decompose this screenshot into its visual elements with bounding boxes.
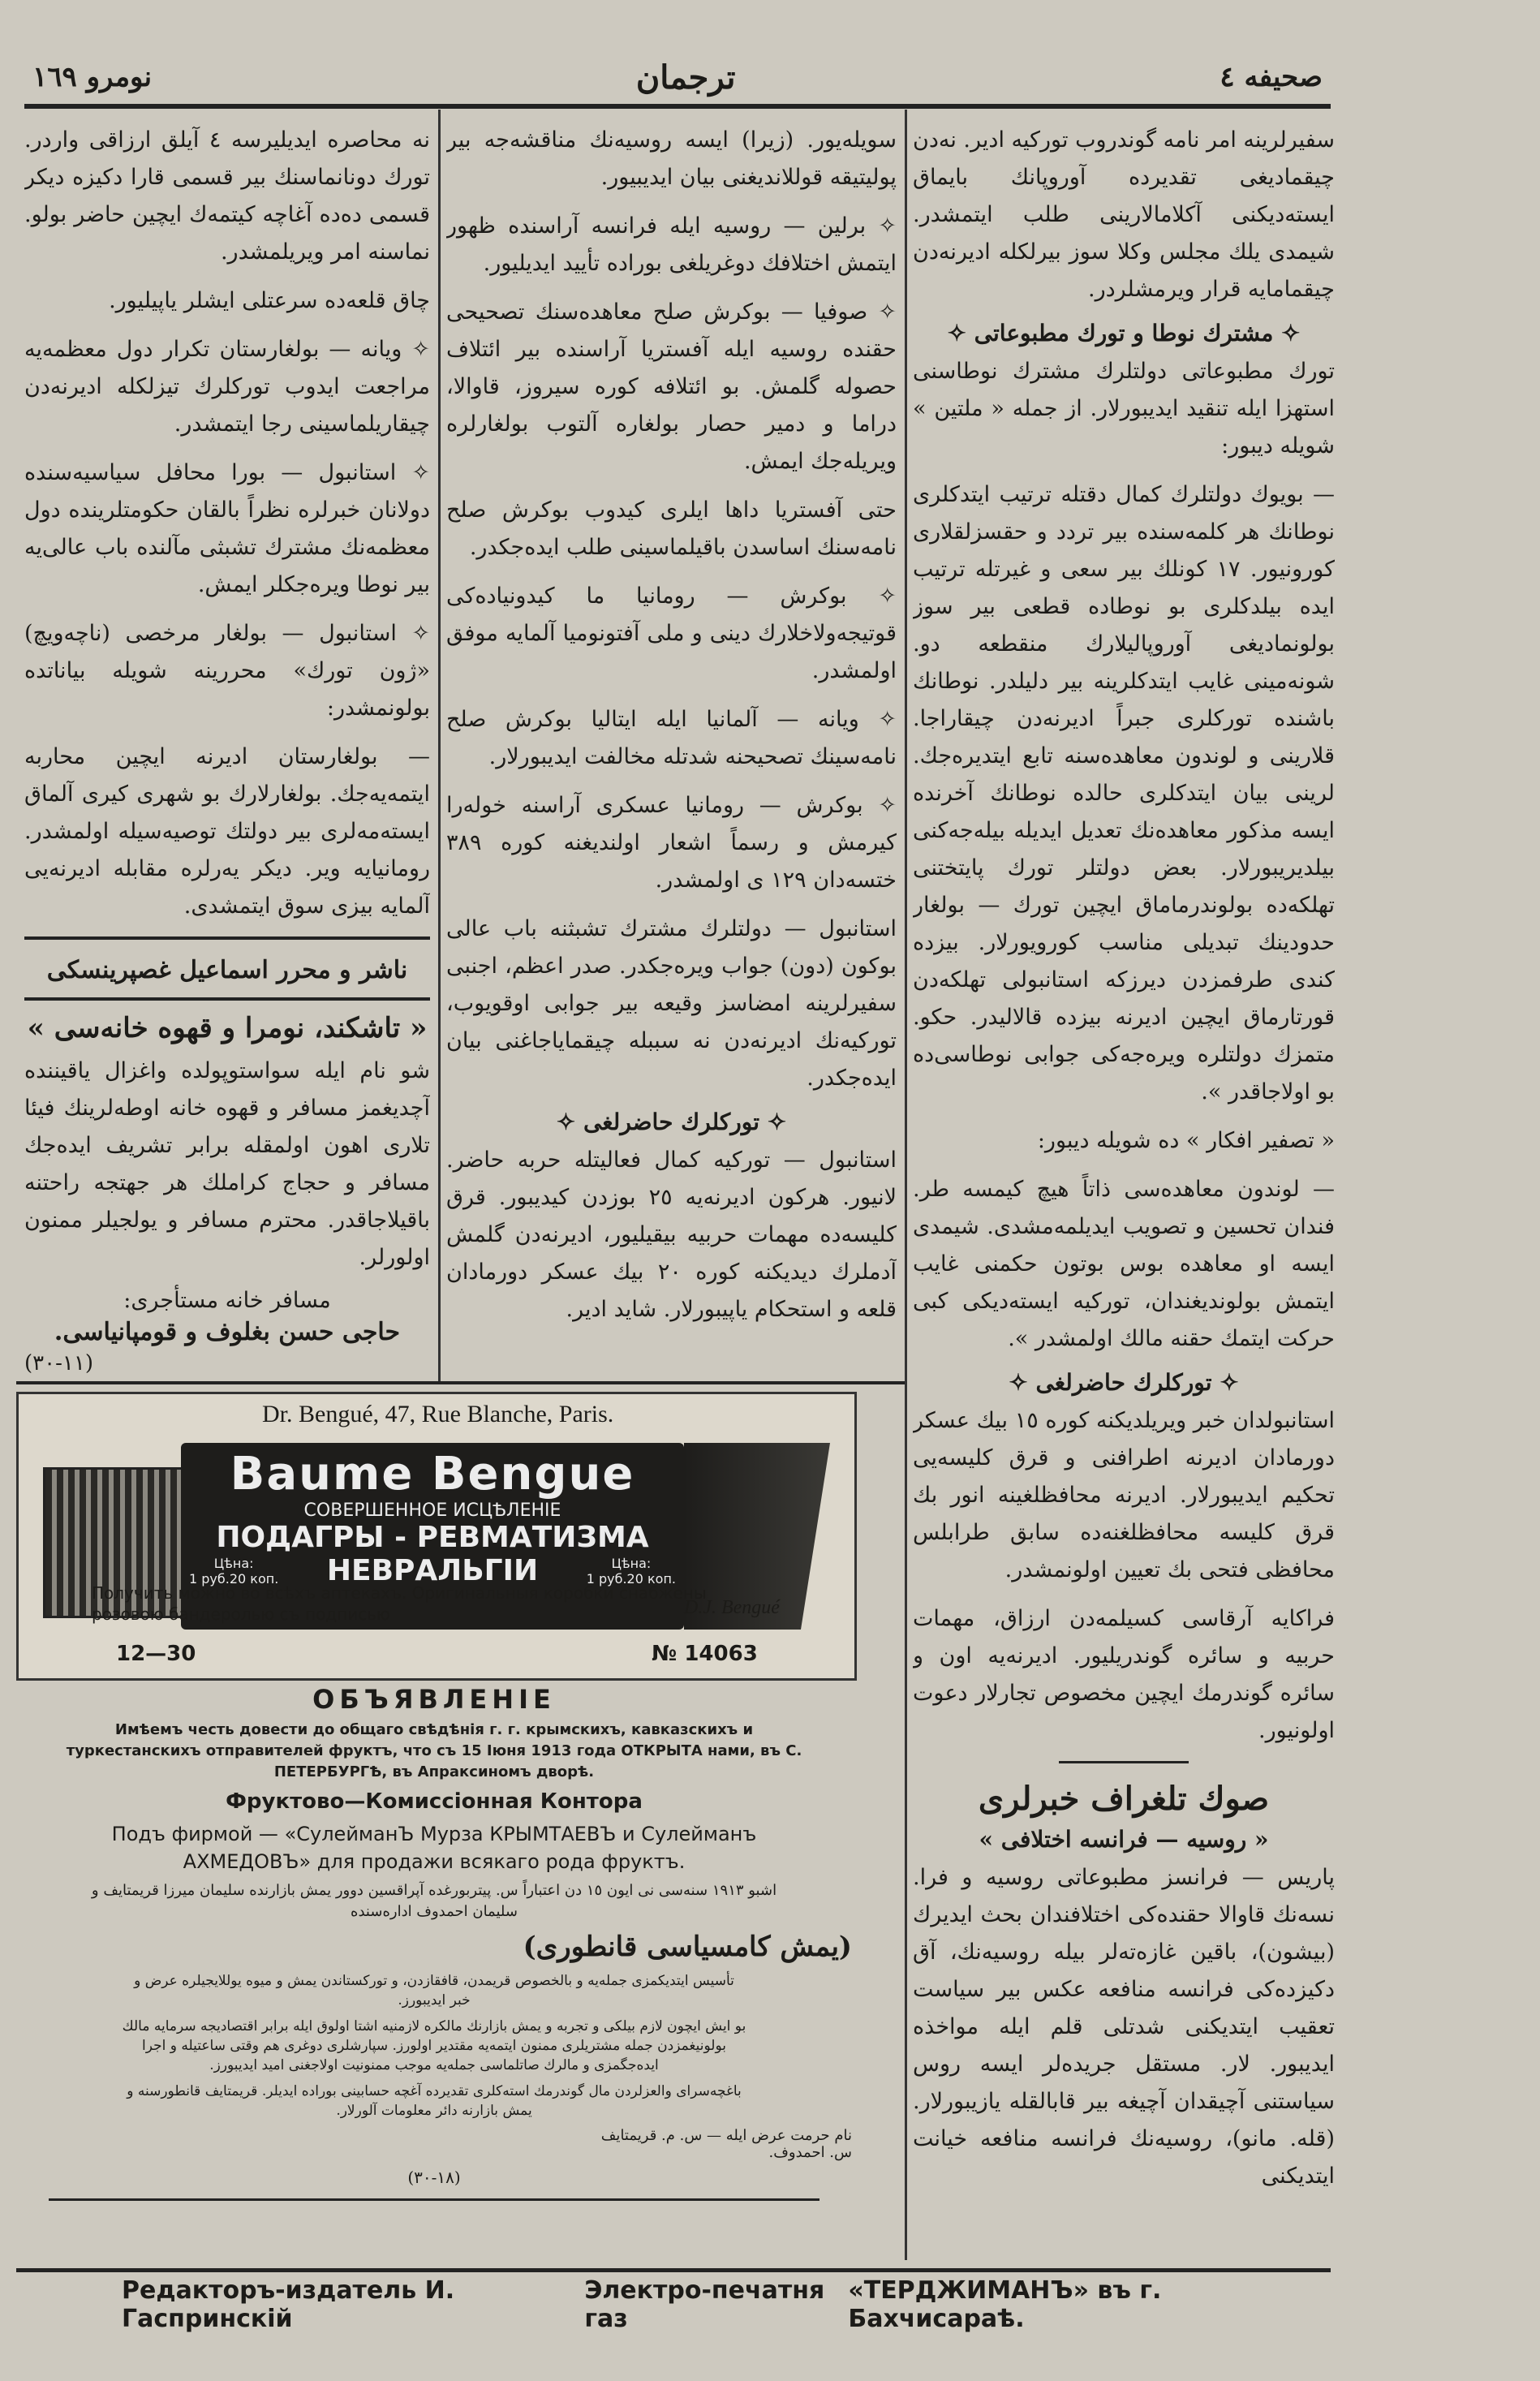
ad-code-left: 12—30 <box>116 1642 196 1666</box>
middle-column <box>446 122 897 1376</box>
subheading: ✧ مشترك نوطا و تورك مطبوعاتی ✧ <box>947 320 1301 347</box>
notice-code: (١٨-٣٠) <box>407 2168 461 2187</box>
page-number: صحیفه ٤ <box>1220 61 1323 93</box>
ad-signature: D.J. Bengué <box>684 1597 780 1618</box>
paragraph: ✧ بوكرش — رومانیا عسكری آراسنه خوله‌را كیرمش و رسماً اشعار اولندیغنه كوره ٣٨٩ ختسه‌دان ١٢٩ ی اولمشدر. <box>446 793 897 893</box>
hotel-ad-title: « تاشكند، نومرا و قهوه خانه‌سی » <box>27 1012 428 1044</box>
ad-address: Dr. Bengué, 47, Rue Blanche, Paris. <box>262 1401 614 1427</box>
paragraph: حتی آفستریا داها ایلری كیدوب بوكرش صلح نامه‌سنك اساسدن باقیلماسینی طلب ایده‌جكدر. <box>446 497 897 560</box>
price-left <box>189 1556 278 1587</box>
ad-top-rule <box>16 1381 905 1384</box>
ad-line-1: СОВЕРШЕННОЕ ИСЦѢЛЕНІЕ <box>303 1501 561 1521</box>
telegraph-subheading: « روسیه — فرانسه اختلافی » <box>979 1826 1269 1853</box>
ad-code-right: № 14063 <box>652 1642 758 1666</box>
notice-firm: Фруктово—Комиссіонная Контора <box>226 1789 643 1814</box>
paragraph: ✧ برلین — روسیه ایله فرانسه آراسنده ظهور ایتمش اختلافك دوغریلغی بوراده تأیید ایدیلیور. <box>446 213 897 276</box>
paragraph: نه محاصره ایدیلیرسه ٤ آیلق ارزاقی واردر. تورك دونانماسنك بیر قسمی قارا دكیزه دیكر قسمی ده‌ده آغاچه كیتمه‌ك ایچین حاضر بولو. نماسنه امر ویریلمشدر. <box>24 127 430 265</box>
hotel-owner-label: مسافر خانه مستأجری: <box>123 1288 331 1313</box>
hotel-owner: حاجی حسن بغلوف و قومپانیاسی. <box>54 1318 401 1346</box>
ad-footer-text <box>92 1582 708 1625</box>
price-right <box>587 1556 676 1587</box>
issue-number: نومرو ١٦٩ <box>32 61 153 93</box>
price-label: Цѣна: <box>611 1555 652 1571</box>
ad-footer: Получить можно во всѣхъ аптекахъ. Оригинальныя коробки снабжены розовою бандеролью съ подписью <box>92 1583 707 1624</box>
price-value: 1 руб.20 коп. <box>586 1570 676 1587</box>
notice-tatar-1: اشبو ١٩١٣ سنه‌سی نی ایون ١٥ دن اعتباراً س. پیتربورغده آپراقسین دوور یمش بازارنده سلیمان میرزا قریمتایف و سلیمان احمدوف اداره‌سنده <box>91 1882 777 1920</box>
left-column <box>24 122 430 1380</box>
section-divider <box>24 936 430 940</box>
paragraph: استانبول — دولتلرك مشترك تشبثنه باب عالی بوكون (دون) جواب ویره‌جكدر. صدر اعظم، اجنبی سفیرلرینه امضاسز وقیعه بیر جوابی اوقویوب، تورکیه‌نك ادیرنه‌دن نه سببله چیقمایاجاغنی بیان ایده‌جكدر. <box>446 916 897 1091</box>
paragraph: ✧ استانبول — بورا محافل سیاسیه‌سنده دولانان خبرلره نظراً بالقان حكومتلرینده دول معظمه‌نك مشترك تشبثی مآلنده باب عالی‌یه بیر نوطا ویره‌جكلر ایمش. <box>24 460 430 597</box>
paragraph: ✧ بوكرش — رومانیا ما كیدونیاده‌كی قوتیجه‌ولاخلارك دینی و ملی آفتونومیا آلمایه موفق اولمشدر. <box>446 583 897 683</box>
hotel-ad-code: (١١-٣٠) <box>24 1351 93 1376</box>
footer-press: Электро-печатня газ <box>584 2276 825 2333</box>
section-divider <box>1059 1761 1189 1763</box>
notice-tatar-3: بو ایش ایچون لازم بیلكی و تجربه و یمش بازارنك مالكره لازمنیه اشتا اولوق ایله برابر اقتصادیجه سرمایه مالك بولونیغمزدن جمله مشتریلری ممنون ایتمه‌یه مقتدیر اولورز. سپارشلری دوغری هم وقتی ساعتیله و اجرا ایده‌جگمزی و مالرك صاتلماسی جمله‌یه موجب ممنونیت اولاجغنی امید ایدیبورز. <box>122 2018 746 2073</box>
paragraph: تورك مطبوعاتی دولتلرك مشترك نوطاسنی استهزا ایله تنقید ایدیبورلار. از جمله « ملتین » شویله دیبور: <box>913 359 1335 459</box>
notice-tatar-title: (یمش كامسیاسی قانطوری) <box>523 1931 852 1963</box>
paragraph: فراكایه آرقاسی كسیلمه‌دن ارزاق، مهمات حربیه و سائره گوندریلیور. ادیرنه‌یه اون و سائره گوندرمك ایچین مخصوص تجارلار دعوت اولونیور. <box>913 1606 1335 1743</box>
page-footer <box>122 2276 1298 2333</box>
notice-sign-1: نام حرمت عرض ایله — س. م. قریمتایف <box>600 2127 852 2144</box>
paragraph: استانبولدان خبر ویریلدیكنه كوره ١٥ بیك عسكر دورمادان ادیرنه اطرافنی و قرق كلیسه‌یی تحكیم ایدیبورلار. ادیرنه محافظلغینه انور بك قرق كلیسه محافظلغنه‌ده سابق طرابلس محافظی فتحی بك تعیین اولونمشدر. <box>913 1408 1335 1582</box>
column-divider-right <box>905 110 907 2260</box>
subheading: ✧ تورکلرك حاضرلغی ✧ <box>556 1109 787 1135</box>
ad-line-2: ПОДАГРЫ - РЕВМАТИЗМА <box>216 1521 649 1554</box>
price-value: 1 руб.20 коп. <box>189 1570 279 1587</box>
paragraph: ✧ ویانه — بولغارستان تكرار دول معظمه‌یه مراجعت ایدوب تورکلرك تیزلكله ادیرنه‌دن چیقاریلماسینی رجا ایتمشدر. <box>24 337 430 437</box>
brand-name: Baume Bengue <box>230 1448 635 1501</box>
paragraph: سفیرلرینه امر نامه گوندروب تورکیه ادیر. نه‌دن چیقمادیغی تقدیرده آوروپانك بایماق ایسته‌دیکنی آکلامالارینی طلب ایتمشدر. شیمدی یلك مجلس وکلا سوز بیرلکله ادیرنه‌دن چیقمامایه قرار ویرمشلردر. <box>913 127 1335 302</box>
paragraph: سویله‌یور. (زیرا) ایسه روسیه‌نك مناقشه‌جه بیر پولیتیقه قوللاندیغنی بیان ایدیبیور. <box>446 127 897 190</box>
baume-bengue-ad <box>16 1392 857 1681</box>
notice-under: Подъ фирмой — «СулейманЪ Мурза КРЫМТАЕВЪ и Сулейманъ АХМЕДОВЪ» для продажи всякаго рода фруктъ. <box>111 1823 757 1873</box>
paragraph: — بولغارستان ادیرنه ایچین محاربه ایتمه‌یه‌جك. بولغارلارك بو شهری كیری آلماق ایسته‌مه‌لری بیر دولتك توصیه‌سیله اولمشدر. رومانیایه ویر. دیكر یه‌رلره مقابله ادیرنه‌یی آلمایه بیزی سوق ایتمشدی. <box>24 744 430 919</box>
paper-title: ترجمان <box>635 58 736 97</box>
fruit-notice <box>16 1684 852 2260</box>
notice-intro: Имѣемъ честь довести до общаго свѣдѣнія г. г. крымскихъ, кавказскихъ и туркестанскихъ отправителей фруктъ, что съ 15 Іюня 1913 года ОТКРЫТА нами, въ С. ПЕТЕРБУРГѢ, въ Апраксиномъ дворѣ. <box>66 1721 802 1780</box>
right-column <box>913 122 1335 2256</box>
footer-rule <box>16 2268 1331 2272</box>
paragraph: چاق قلعه‌ده سرعتلی ایشلر یاپیلیور. <box>109 288 430 313</box>
paragraph: — بویوك دولتلرك كمال دقتله ترتیب ایتدكلری نوطانك هر کلمه‌سنده بیر تردد و حقسزلقلاری كورونیور. ١٧ كونلك بیر سعی و غیرتله ترتیب ایده بیلدكلری بو نوطاده قطعی بیر سوز بولونمادیغی آوروپالیلارك منقطعه دو. شونه‌مینی غایب ایتدكلرینه بیر دلیلدر. نوطانك باشنده تورکلری جبراً ادیرنه‌دن چیقاراجا. قلارینی و لوندون معاهده‌سنه تابع ایتدیره‌جك. لرینی بیان ایتدكلری حالده نوطانك آخرنده ایسه مذكور معاهده‌نك تعدیل ایدیله بیله‌جه‌كنی بیلدیریبورلار. بعض دولتلر تورك پایتختنی تهلكه‌ده بولوندرماماق ایچین تورك — بولغار حدودینك تبدیلی مناسب كورویورلار. بیزده كندی طرفمزدن دیرزكه استانبولی تهلكه‌دن قورتارماق ایچین ادیرنه بیزده قالالیدر. حكو. متمزك دولتلره ویره‌جه‌کی جوابی نوطاسی‌ده بو اولاجاقدر ». <box>913 482 1335 1104</box>
notice-tatar-4: باغچه‌سرای والعزلردن مال گوندرمك استه‌كلری تقدیرده آغچه حسابینی بوراده ایدیلر. قریمتایف قانطورسنه و یمش بازارنه دائر معلومات آلورلار. <box>127 2083 742 2119</box>
footer-editor: Редакторъ-издатель И. Гаспринскій <box>122 2276 455 2333</box>
footer-paper: «ТЕРДЖИМАНЪ» въ г. Бахчисараѣ. <box>848 2276 1162 2333</box>
telegraph-heading: صوك تلغراف خبرلری <box>978 1780 1270 1818</box>
page-header <box>32 49 1323 105</box>
hotel-ad-body: شو نام ایله سواستوپولده واغزال یاقیننده آچدیغمز مسافر و قهوه خانه اوطه‌لرینك فیئا تلاری اهون اولمقله برابر تشریف ایده‌جك مسافر و حجاج كراملك هر جهتجه راحتنه باقیلاجاقدر. محترم مسافر و یولجیلر ممنون اولورلر. <box>24 1058 430 1270</box>
paragraph: « تصفیر افكار » ده شویله دیبور: <box>1037 1128 1335 1153</box>
paragraph: استانبول — تورکیه كمال فعالیتله حربه حاضر. لانیور. هركون ادیرنه‌یه ٢٥ بوزدن كیدیبور. قرق كلیسه‌ده مهمات حربیه بیقیلیور، ادیرنه‌دن گلمش آدملرك دیدیكنه كوره ٢٠ بیك عسكر دورمادان قلعه و استحكام یاپیبورلار. شاید ادیر. <box>446 1147 897 1322</box>
notice-tatar-2: تأسیس ایتدیكمزی جمله‌یه و بالخصوص قریمدن، قافقازدن، و تورکستاندن یمش و میوه یوللایجیلره عرض و خبر ایدیبورز. <box>134 1973 734 2009</box>
paragraph: ✧ استانبول — بولغار مرخصی (ناچه‌ویچ) «ژون تورك» محررینه شویله بیاناتده بولونمشدر: <box>24 621 430 721</box>
paragraph: پاریس — فرانسز مطبوعاتی روسیه و فرا. نسه‌نك قاوالا حقنده‌كی اختلافندان بحث ایدیرك (بیشون)، باقین غازه‌ته‌لر بیله روسیه‌نك، آق دكیزده‌کی فرانسه منافعه عكس بیر سیاست تعقیب ایتدیكنی شدتلی قلم ایله مواخذه ایدیبور. لار. مستقل جریده‌لر ایسه روس سیاستنی آچیقدان آچیغه بیر قابالقله یازیبورلار. (قله. مانو)، روسیه‌نك فرانسه منافعه خیانت ایتدیكنی <box>913 1865 1335 2189</box>
subheading: ✧ تورکلرك حاضرلغی ✧ <box>1009 1369 1239 1396</box>
ad-line-3: НЕВРАЛЬГІИ <box>326 1554 539 1587</box>
paragraph: — لوندون معاهده‌سی ذاتاً هیچ كیمسه طر. فندان تحسین و تصویب ایدیلمه‌مشدی. شیمدی ایسه او معاهده بوس بوتون حكمنی غایب ایتمش بولوندیغندان، تورکیه ایسته‌دیكی كبی حركت ایتمك حقنه مالك اولمشدر ». <box>913 1177 1335 1351</box>
header-rule <box>24 104 1331 109</box>
notice-title: ОБЪЯВЛЕНІЕ <box>312 1684 556 1715</box>
column-divider-left <box>438 110 441 1384</box>
publisher-line: ناشر و محرر اسماعیل غصپرینسكی <box>46 956 408 984</box>
paragraph: ✧ صوفیا — بوكرش صلح معاهده‌سنك تصحیحی حقنده روسیه ایله آفستریا آراسنده بیر ائتلاف حصوله گلمش. بو ائتلافه كوره سیروز، قاوالا، دراما و دمیر حصار بولغاره آلتوب بولغارلره ویریله‌جك ایمش. <box>446 299 897 474</box>
paragraph: ✧ ویانه — آلمانیا ایله ایتالیا بوكرش صلح نامه‌سینك تصحیحنه شدتله مخالفت ایدیبورلار. <box>446 707 897 769</box>
notice-bottom-rule <box>49 2198 819 2201</box>
price-label: Цѣна: <box>213 1555 254 1571</box>
section-divider <box>24 997 430 1001</box>
notice-sign-2: س. احمدوف. <box>768 2144 852 2161</box>
